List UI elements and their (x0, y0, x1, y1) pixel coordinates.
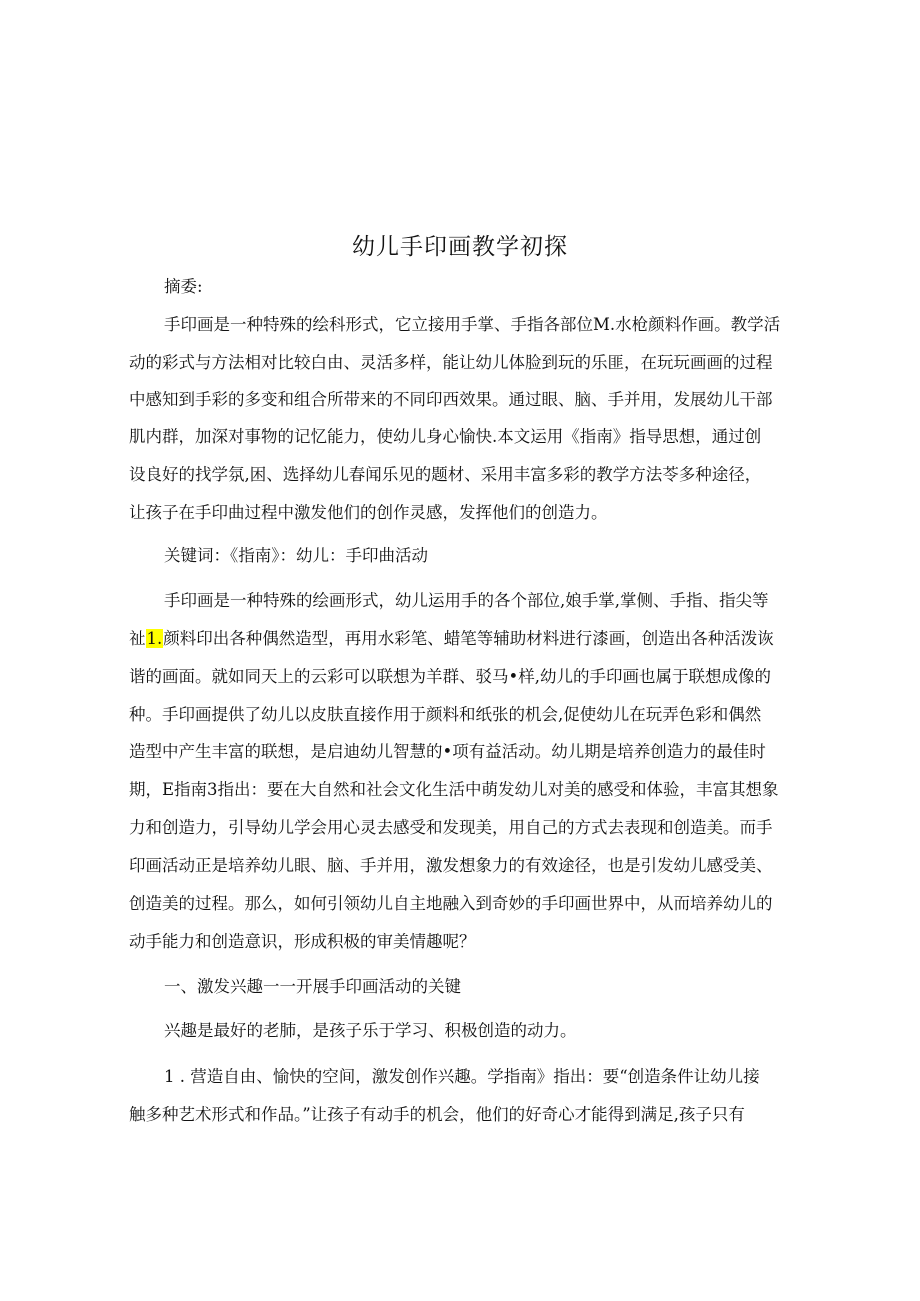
body-text: 颜料印出各种偶然造型，再用水彩笔、蜡笔等辅助材料进行漆画，创造出各种活泼诙 (163, 629, 774, 648)
body-line: 触多种艺术形式和作品。”让孩子有动手的机会，他们的好奇心才能得到满足,孩子只有 (129, 1105, 745, 1124)
body-line: 力和创造力，引导幼儿学会用心灵去感受和发现美，用自己的方式去表现和创造美。而手 (129, 818, 773, 837)
section-heading: 一、激发兴趣一一开展手印画活动的关键 (164, 977, 461, 996)
body-line: 手印画是一种特殊的绘画形式，幼儿运用手的各个部位,娘手掌,掌侧、手指、指尖等 (164, 591, 769, 610)
abstract-line: 中感知到手彩的多变和组合所带来的不同印西效果。通过眼、脑、手并用，发展幼儿干部 (129, 390, 773, 409)
body-line: 造型中产生丰富的联想，是启迪幼儿智慧的•项有益活动。幼儿期是培养创造力的最佳时 (129, 742, 766, 761)
abstract-label: 摘委: (164, 277, 203, 296)
body-line: 1 . 营造自由、愉快的空间，激发创作兴趣。学指南》指出：要“创造条件让幼儿接 (164, 1067, 760, 1086)
abstract-line: 手印画是一种特殊的绘科形式，它立接用手掌、手指各部位M.水枪颜料作画。教学活 (164, 315, 781, 334)
document-title: 幼儿手印画教学初探 (352, 234, 568, 260)
body-line (129, 628, 774, 650)
body-line: 种。手印画提供了幼儿以皮肤直接作用于颜料和纸张的机会,促使幼儿在玩弄色彩和偶然 (129, 705, 762, 724)
abstract-line: 动的彩式与方法相对比较白由、灵活多样，能让幼儿体脸到玩的乐匪，在玩玩画画的过程 (129, 353, 773, 372)
body-line: 创造美的过程。那么，如何引领幼儿自主地融入到奇妙的手印画世界中，从而培养幼儿的 (129, 894, 773, 913)
abstract-line: 肌内群，加深对事物的记忆能力，使幼儿身心愉快.本文运用《指南》指导思想，通过创 (129, 427, 762, 446)
keywords: 关键词：《指南》：幼儿：手印曲活动 (164, 546, 428, 565)
body-text: 祉 (129, 629, 146, 648)
abstract-line: 让孩子在手印曲过程中激发他们的创作灵感，发挥他们的创造力。 (129, 503, 608, 522)
highlighted-text: 1. (146, 629, 163, 648)
body-line: 动手能力和创造意识，形成积极的审美情趣呢？ (129, 932, 476, 951)
body-line: 期，E指南3指出：要在大自然和社会文化生活中萌发幼儿对美的感受和体验，丰富其想象 (129, 780, 779, 799)
abstract-line: 设良好的找学氛,困、选择幼儿春闻乐见的题材、采用丰富多彩的教学方法苓多种途径， (129, 465, 762, 484)
body-line: 印画活动正是培养幼儿眼、脑、手并用，激发想象力的有效途径，也是引发幼儿感受美、 (129, 856, 773, 875)
body-line: 谐的画面。就如同天上的云彩可以联想为羊群、驳马•样,幼儿的手印画也属于联想成像的 (129, 667, 771, 686)
body-line: 兴趣是最好的老肺，是孩子乐于学习、积极创造的动力。 (164, 1021, 577, 1040)
